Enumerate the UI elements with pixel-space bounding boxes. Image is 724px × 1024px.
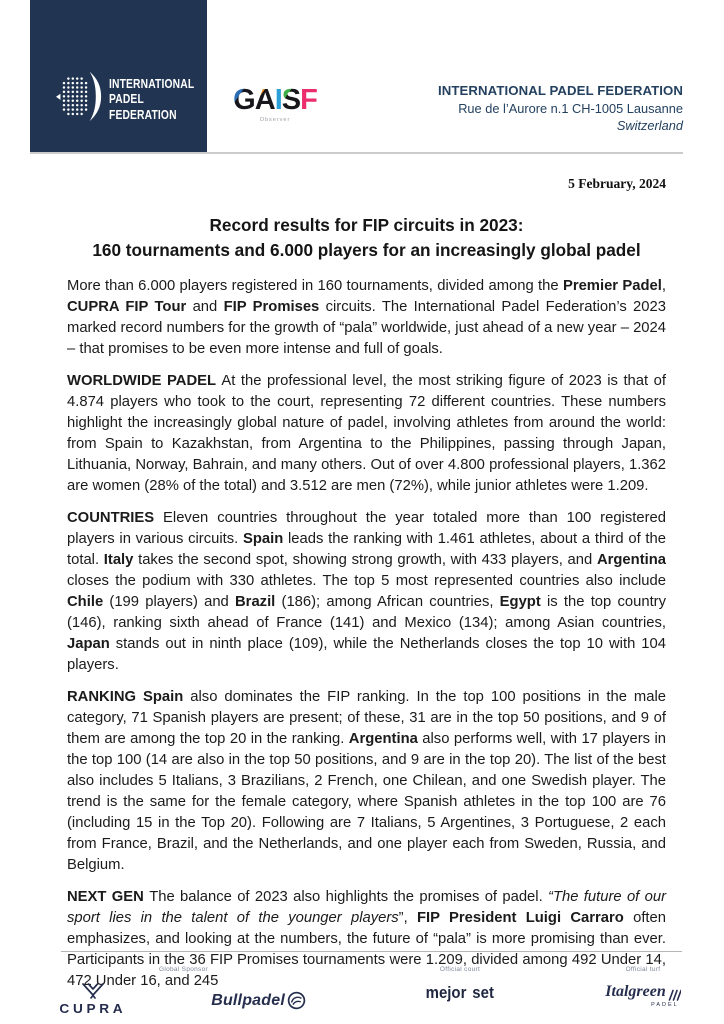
italgreen-turf-icon [667, 989, 681, 1001]
sponsor-group-court [408, 966, 512, 1009]
paragraph: RANKING Spain also dominates the FIP ranking. In the top 100 positions in the male category, 71 Spanish players are present; of these, 31 are in the top 50 positions, and 9 of them are among the top 20 in the ranking. Argentina also performs well, with 17 players in the top 100 (14 are also in the top 50 positions, and 9 are in the top 20). The list of the best also includes 5 Italians, 3 Brazilians, 2 French, one Chilean, and one Swedish player. The trend is the same for the female category, where Spanish athletes in the top 100 are 76 (including 15 in the Top 20). Following are 7 Italians, 5 Argentines, 3 Portuguese, 2 each from France, Brazil, and the Netherlands, and one player each from Sweden, Russia, and Belgium. [67, 689, 667, 873]
title-line-2: 160 tournaments and 6.000 players for an increasingly global padel [92, 240, 641, 260]
sponsor-logos-global [61, 983, 306, 1016]
sponsor-logos-court [408, 983, 512, 1009]
cupra-wordmark: CUPRA [59, 1001, 127, 1016]
bullpadel-ball-icon [287, 991, 306, 1010]
sponsor-group-global [61, 966, 306, 1016]
address-country: Switzerland [616, 118, 683, 133]
document-body [67, 276, 666, 1003]
paragraph: NEXT GEN The balance of 2023 also highlights the promises of padel. “The future of our sport lies in the talent of the younger players”, FIP President Luigi Carraro often emphasizes, and looking at the numbers, the future of “pala” is more promising than ever. Participants in the 36 FIP Promises tournaments were 1.209, divided among 492 Under 14, 472 Under 16, and 245 [67, 889, 666, 989]
page-title [67, 213, 666, 263]
sponsor-label-turf: Official turf [625, 966, 661, 973]
ipf-logo-line: INTERNATIONAL [109, 76, 195, 92]
bullpadel-wordmark: Bullpadel [211, 991, 285, 1009]
sponsor-label-global: Global Sponsor [158, 966, 208, 973]
bullpadel-logo [211, 991, 306, 1016]
address-org: INTERNATIONAL PADEL FEDERATION [437, 83, 683, 98]
ipf-logo-line: FEDERATION [109, 106, 177, 122]
ipf-racket-icon [56, 70, 102, 128]
paragraph: COUNTRIES Eleven countries throughout the year totaled more than 100 registered players in various circuits. Spain leads the ranking with 1.461 athletes, about a third of the total. Italy takes the second spot, showing strong growth, with 433 players, and Argentina closes the podium with 330 athletes. The top 5 most represented countries also include Chile (199 players) and Brazil (186); among African countries, Egypt is the top country (146), ranking sixth ahead of France (141) and Mexico (134); among Asian countries, Japan stands out in ninth place (109), while the Netherlands closes the top 10 with 104 players. [67, 510, 667, 673]
ipf-logo-text [109, 76, 194, 122]
gaisf-observer-label: Observer [259, 117, 291, 123]
gaisf-wordmark: GAISF [233, 84, 317, 116]
italgreen-wordmark: Italgreen [605, 983, 666, 1000]
cupra-emblem-icon [81, 983, 105, 999]
paragraph: More than 6.000 players registered in 160 tournaments, divided among the Premier Padel, CUPRA FIP Tour and FIP Promises circuits. The International Padel Federation’s 2023 marked record numbers for the growth of “pala” worldwide, just ahead of a new year – 2024 – that promises to be even more intense and full of goals. [67, 278, 666, 357]
address-street: Rue de l’Aurore n.1 CH-1005 Lausanne [458, 100, 683, 116]
sponsor-label-court: Official court [439, 966, 481, 973]
italgreen-logo [605, 983, 680, 1010]
footer-divider [61, 951, 682, 952]
document-date: 5 February, 2024 [568, 176, 666, 191]
gaisf-logo [229, 86, 321, 123]
paragraph: WORLDWIDE PADEL At the professional level, the most striking figure of 2023 is that of 4.874 players who took to the court, representing 72 different countries. These numbers highlight the increasingly global nature of padel, involving athletes from around the world: from Spain to Kazakhstan, from Argentina to the Philippines, passing through Japan, Lithuania, Norway, Bahrain, and many others. Out of over 4.800 professional players, 1.362 are women (28% of the total) and 3.512 are men (72%), while junior athletes were 1.209. [67, 373, 666, 494]
ipf-lockup [56, 70, 218, 128]
sponsor-group-turf [591, 966, 695, 1010]
header-divider [30, 152, 683, 154]
mejorset-logo: mejor set [425, 983, 495, 1002]
cupra-logo [61, 983, 125, 1016]
title-line-1: Record results for FIP circuits in 2023: [209, 215, 524, 235]
federation-address [438, 82, 683, 135]
sponsor-logos-turf [591, 983, 695, 1010]
ipf-logo [30, 0, 207, 153]
italgreen-padel-label: PADEL [651, 1002, 679, 1008]
ipf-logo-line: PADEL [109, 91, 144, 107]
